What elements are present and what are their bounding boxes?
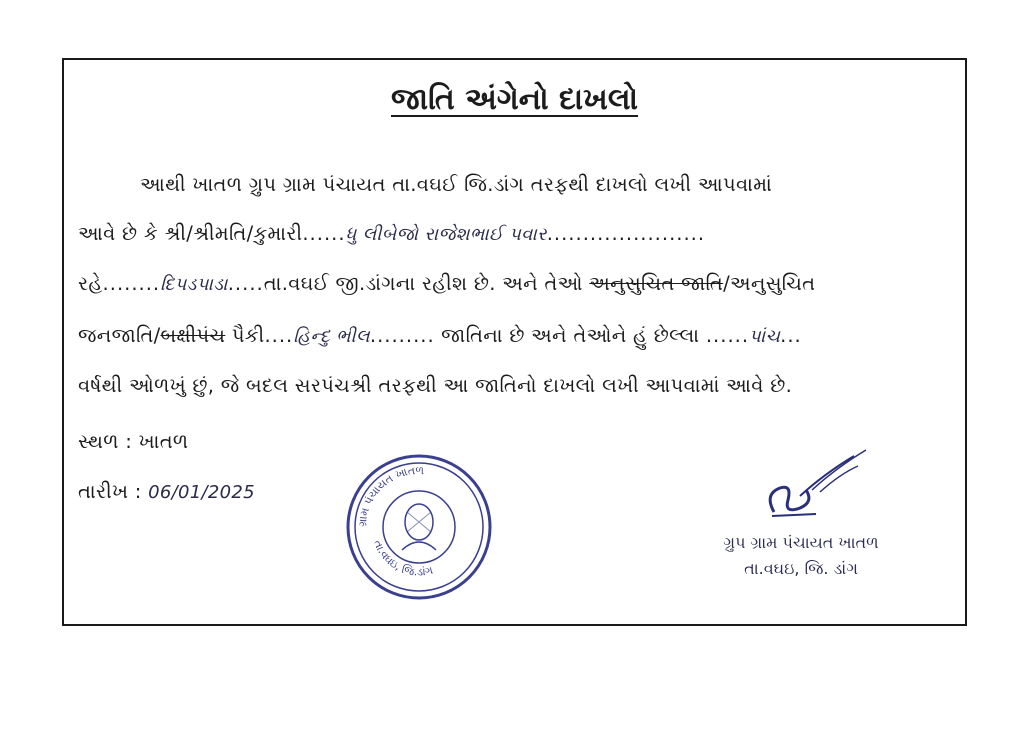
date-label: તારીખ :: [78, 480, 142, 503]
dots: .........: [369, 324, 435, 347]
seal-top-text: ગ્રામ પંચાયત ખાતળ: [355, 463, 425, 528]
signature-icon: [754, 444, 874, 524]
caste-text: જાતિના છે અને તેઓને હું છેલ્લા: [441, 324, 700, 347]
dots: ...: [780, 324, 802, 347]
handwritten-name: ધુ લીબેજો રાજેશભાઈ પવાર: [345, 224, 547, 245]
struck-category: બક્ષીપંચ: [160, 324, 226, 347]
title-text: જાતિ અંગેનો દાખલો: [391, 82, 638, 117]
dots: .....: [227, 272, 264, 295]
body-line-4: [78, 324, 802, 347]
residence-text: તા.વઘઈ જી.ડાંગના રહીશ છે. અને તેઓ: [263, 272, 583, 295]
body-line-2: [78, 222, 705, 245]
residence-label: રહે: [78, 272, 103, 295]
handwritten-village: દિપડપાડા: [160, 274, 228, 295]
panchayat-seal-icon: [344, 452, 494, 602]
handwritten-date: 06/01/2025: [148, 482, 255, 503]
handwritten-caste: હિન્દુ ભીલ: [293, 326, 370, 347]
signatory-line-1: ગ્રુપ ગ્રામ પંચાયત ખાતળ: [723, 533, 879, 552]
body-line-5: વર્ષથી ઓળખું છું, જે બદલ સરપંચશ્રી તરફથી આ જાતિનો દાખલો લખી આપવામાં આવે છે.: [78, 374, 793, 397]
seal-bottom-text: તા.વઘઇ, જિ.ડાંગ: [370, 538, 435, 579]
tribe-text: જનજાતિ/: [78, 324, 161, 347]
signatory-line-2: તા.વઘઇ, જિ. ડાંગ: [744, 559, 858, 578]
handwritten-years: પાંચ: [749, 326, 781, 347]
among-text: પૈકી: [225, 324, 265, 347]
certificate-title: [64, 82, 965, 117]
body-line-1: આથી ખાતળ ગ્રુપ ગ્રામ પંચાયત તા.વઘઈ જિ.ડાંગ તરફથી દાખલો લખી આપવામાં: [140, 173, 773, 196]
place-value: ખાતળ: [138, 430, 189, 453]
dots: ....: [264, 324, 294, 347]
salutation-text: આવે છે કે શ્રી/શ્રીમતિ/કુમારી: [78, 222, 303, 245]
dots: ......................: [546, 222, 706, 245]
certificate-frame: [62, 58, 967, 626]
place-line: [78, 430, 188, 453]
body-line-3: [78, 272, 815, 295]
date-line: [78, 480, 255, 503]
category-text: /અનુસુચિત: [723, 272, 816, 295]
dots: ......: [302, 222, 346, 245]
dots: ......: [705, 324, 750, 347]
signatory-block: [696, 530, 906, 582]
dots: ........: [102, 272, 161, 295]
struck-category: અનુસુચિત જાતિ: [589, 272, 724, 295]
place-label: સ્થળ :: [78, 430, 133, 453]
